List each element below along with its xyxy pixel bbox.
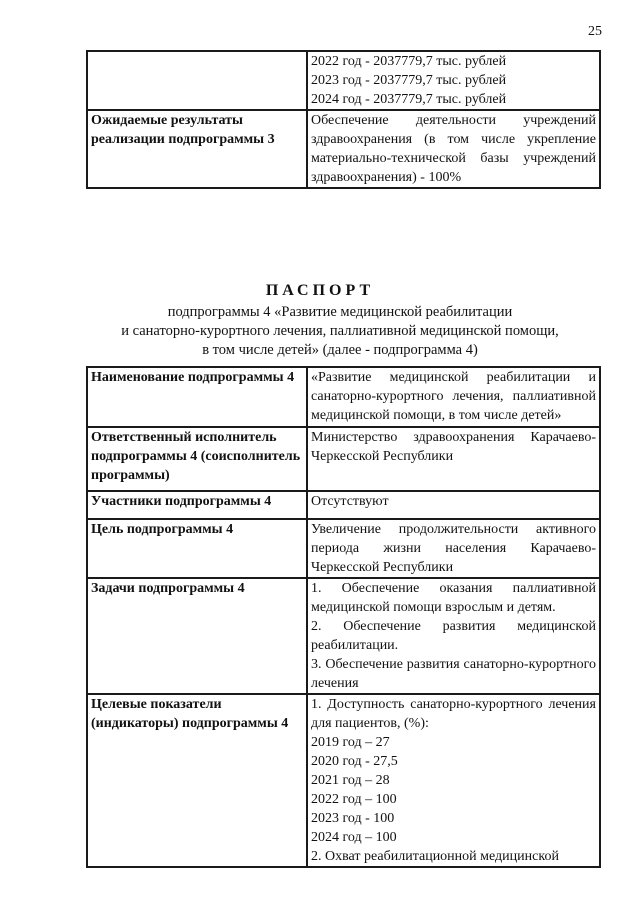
indicator-line: 2022 год – 100	[311, 792, 397, 807]
page-number: 25	[588, 24, 602, 39]
goal-label: Цель подпрограммы 4	[87, 519, 307, 578]
results-row	[87, 110, 600, 188]
indicator-line: 2. Охват реабилитационной медицинской	[311, 849, 559, 864]
indicator-line: 2023 год - 100	[311, 811, 395, 826]
funding-value-cell	[307, 51, 600, 110]
indicator-line: 2020 год - 27,5	[311, 754, 398, 769]
participants-row	[87, 491, 600, 519]
executor-value: Министерство здравоохранения Карачаево-Черкесской Республики	[307, 427, 600, 491]
funding-line: 2022 год - 2037779,7 тыс. рублей	[311, 54, 507, 69]
subtitle-line: и санаторно-курортного лечения, паллиативной медицинской помощи,	[121, 323, 559, 339]
passport-subtitle	[60, 303, 620, 360]
funding-row	[87, 51, 600, 110]
participants-value: Отсутствуют	[307, 491, 600, 519]
funding-line: 2023 год - 2037779,7 тыс. рублей	[311, 73, 507, 88]
indicator-line: 1. Доступность санаторно-курортного лечения для пациентов, (%):	[311, 697, 596, 731]
indicators-row	[87, 694, 600, 867]
participants-label: Участники подпрограммы 4	[87, 491, 307, 519]
tasks-value	[307, 578, 600, 694]
indicator-line: 2021 год – 28	[311, 773, 390, 788]
funding-table	[86, 50, 601, 189]
indicator-line: 2019 год – 27	[311, 735, 390, 750]
task-item: 3. Обеспечение развития санаторно-курортного лечения	[311, 657, 596, 691]
task-item: 2. Обеспечение развития медицинской реабилитации.	[311, 619, 596, 653]
goal-value: Увеличение продолжительности активного периода жизни населения Карачаево-Черкесской Республики	[307, 519, 600, 578]
name-value: «Развитие медицинской реабилитации и санаторно-курортного лечения, паллиативной медицинской помощи, в том числе детей»	[307, 367, 600, 427]
executor-row	[87, 427, 600, 491]
task-item: 1. Обеспечение оказания паллиативной медицинской помощи взрослым и детям.	[311, 581, 596, 615]
results-label: Ожидаемые результаты реализации подпрограммы 3	[87, 110, 307, 188]
subtitle-line: в том числе детей» (далее - подпрограмма 4)	[202, 342, 478, 358]
funding-line: 2024 год - 2037779,7 тыс. рублей	[311, 92, 507, 107]
executor-label: Ответственный исполнитель подпрограммы 4 (соисполнитель программы)	[87, 427, 307, 491]
tasks-label: Задачи подпрограммы 4	[87, 578, 307, 694]
indicators-label: Целевые показатели (индикаторы) подпрограммы 4	[87, 694, 307, 867]
indicators-value	[307, 694, 600, 867]
indicator-line: 2024 год – 100	[311, 830, 397, 845]
name-label: Наименование подпрограммы 4	[87, 367, 307, 427]
name-row	[87, 367, 600, 427]
tasks-row	[87, 578, 600, 694]
subtitle-line: подпрограммы 4 «Развитие медицинской реабилитации	[167, 304, 513, 320]
goal-row	[87, 519, 600, 578]
funding-label-cell	[87, 51, 307, 110]
passport-table	[86, 366, 601, 868]
results-value: Обеспечение деятельности учреждений здравоохранения (в том числе укрепление материально-технической базы учреждений здравоохранения) - 100%	[307, 110, 600, 188]
passport-title: ПАСПОРТ	[265, 282, 375, 299]
